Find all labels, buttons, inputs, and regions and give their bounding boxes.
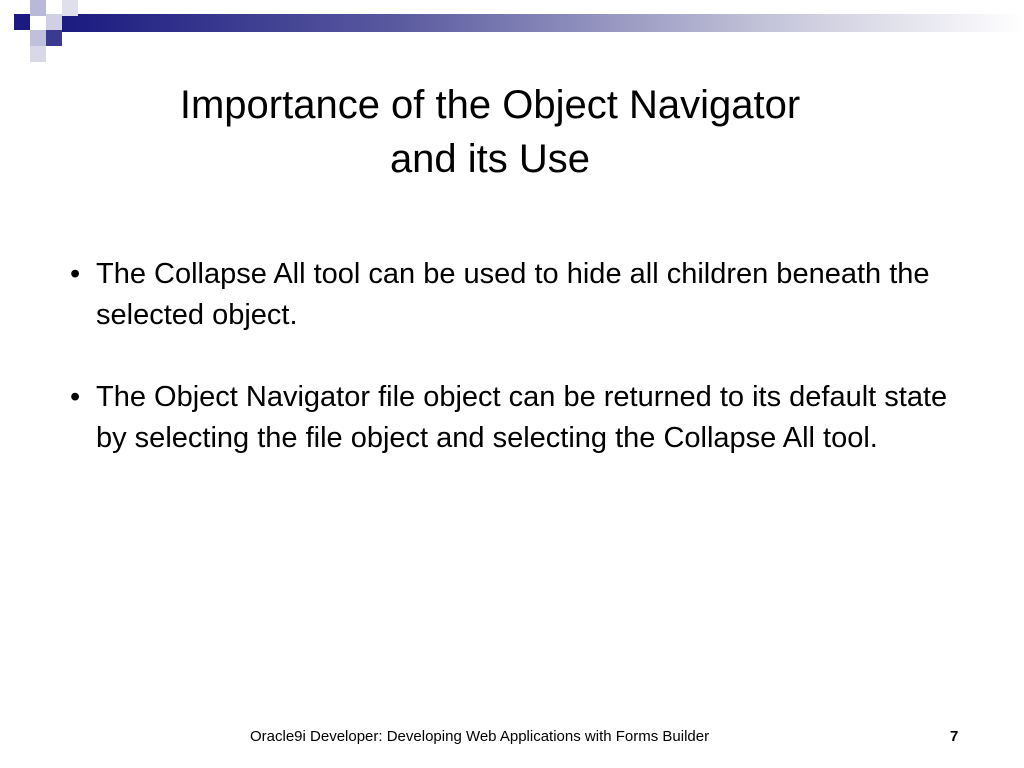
decor-square xyxy=(30,46,46,62)
bullet-text: The Collapse All tool can be used to hide all children beneath the selected object. xyxy=(96,258,930,331)
bullet-list xyxy=(70,254,950,500)
decor-square xyxy=(30,0,46,16)
bullet-item xyxy=(70,377,950,459)
bullet-marker: • xyxy=(70,381,81,413)
decor-square xyxy=(14,14,30,30)
decor-square xyxy=(46,14,62,30)
page-number: 7 xyxy=(950,728,959,745)
decor-square xyxy=(46,30,62,46)
footer-text: Oracle9i Developer: Developing Web Applications with Forms Builder xyxy=(250,728,710,745)
bullet-item xyxy=(70,254,950,336)
bullet-text: The Object Navigator file object can be returned to its default state by selecting the file object and selecting the Collapse All tool. xyxy=(96,381,948,454)
decor-square xyxy=(30,30,46,46)
slide-title xyxy=(80,78,900,186)
title-line: and its Use xyxy=(389,137,591,181)
bullet-marker: • xyxy=(70,258,81,290)
title-line: Importance of the Object Navigator xyxy=(179,83,801,127)
header-gradient-bar xyxy=(62,14,1024,32)
decor-square xyxy=(62,0,78,16)
